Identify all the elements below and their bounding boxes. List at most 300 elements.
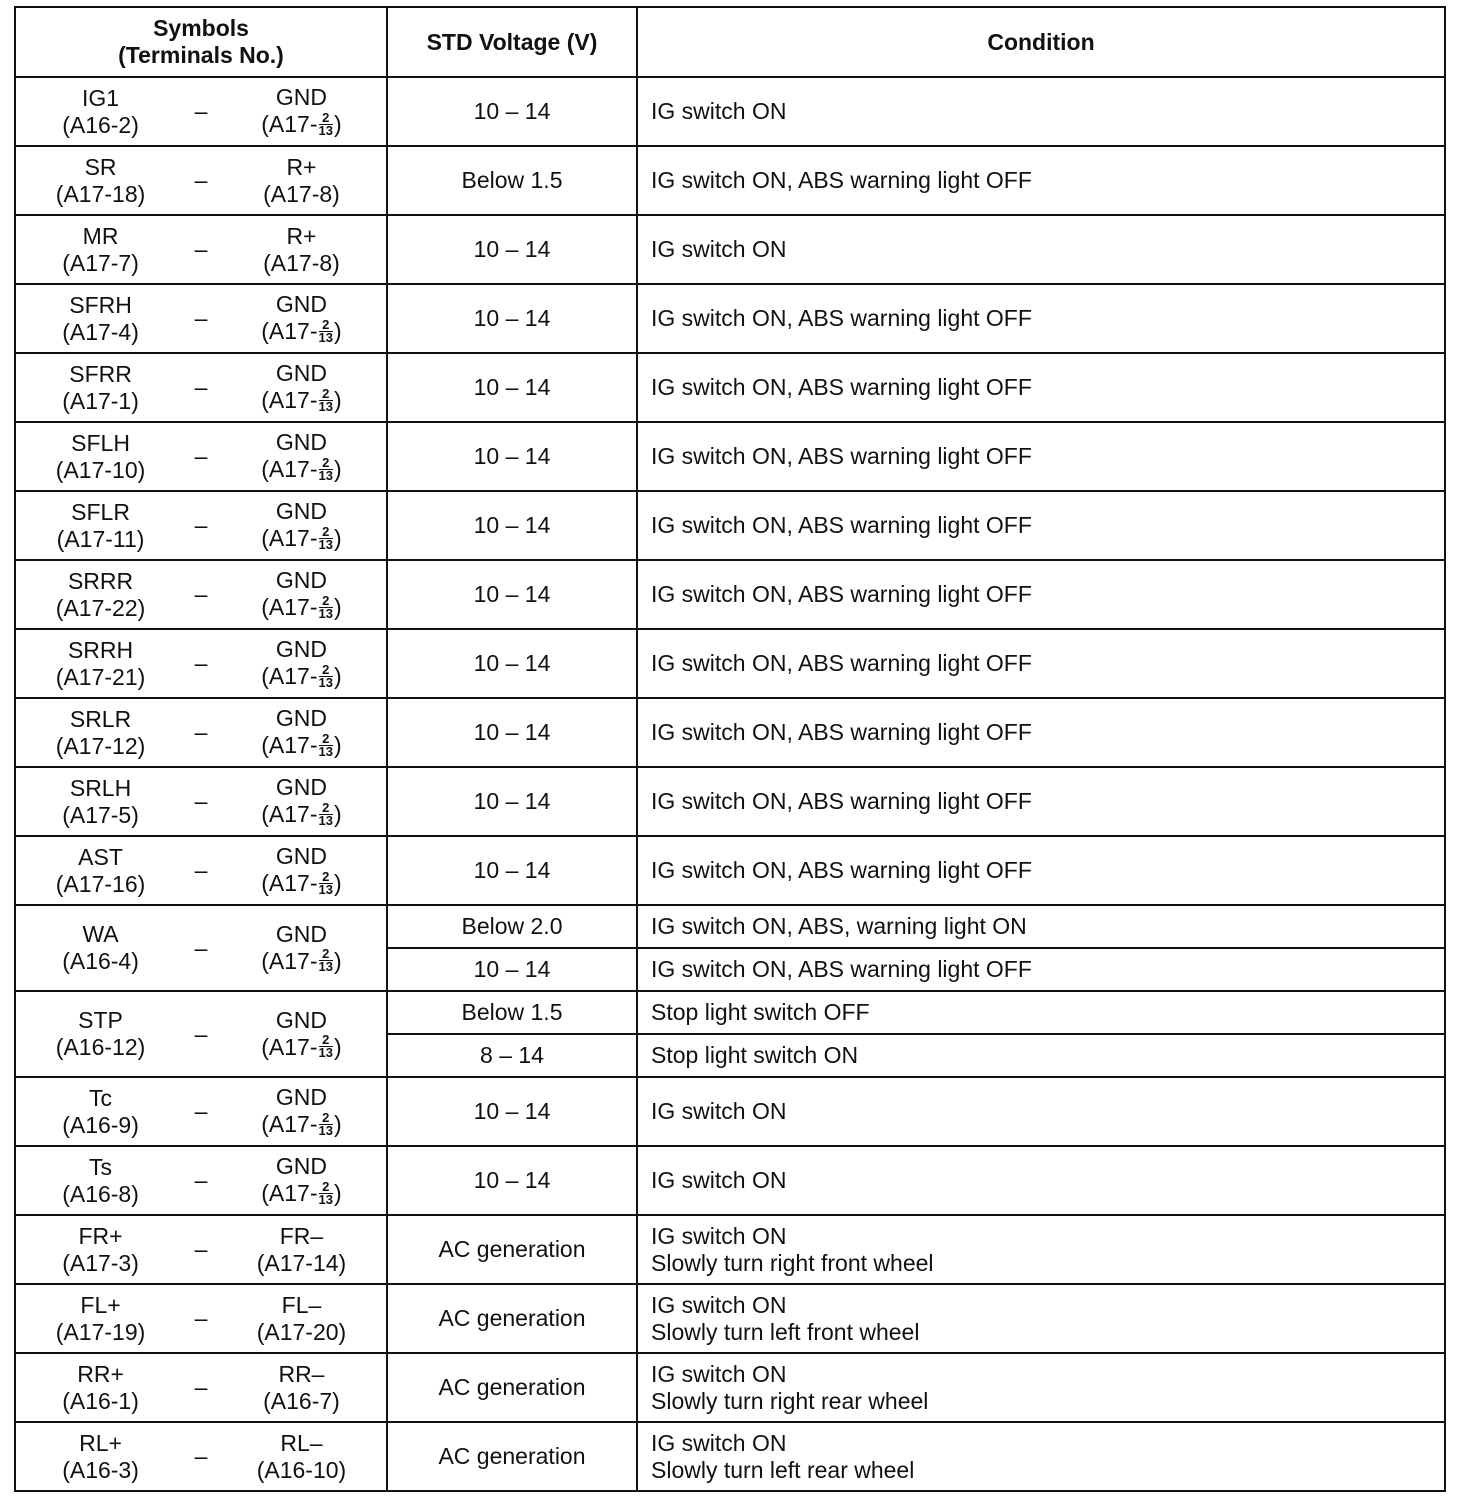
right-terminal bbox=[217, 1084, 386, 1138]
symbol-pair bbox=[16, 285, 386, 352]
symbols-cell bbox=[15, 422, 387, 491]
fraction-denominator: 13 bbox=[318, 959, 333, 975]
symbol-pair bbox=[16, 1147, 386, 1214]
terminal-suffix: ) bbox=[333, 111, 342, 138]
symbol-pair bbox=[16, 1423, 386, 1490]
condition-line-1: IG switch ON bbox=[651, 1222, 787, 1249]
symbol-pair bbox=[16, 78, 386, 145]
left-terminal-no: (A17-4) bbox=[62, 318, 139, 345]
left-terminal-no: (A17-3) bbox=[62, 1249, 139, 1276]
symbol-pair bbox=[16, 492, 386, 559]
dash-separator: – bbox=[194, 857, 208, 883]
left-terminal bbox=[16, 292, 185, 346]
right-terminal bbox=[217, 498, 386, 552]
dash-separator: – bbox=[194, 1098, 208, 1124]
dash-separator: – bbox=[194, 934, 208, 961]
voltage-cell: 10 – 14 bbox=[387, 422, 637, 491]
left-symbol: MR bbox=[82, 222, 119, 249]
symbols-cell bbox=[15, 629, 387, 698]
table-row bbox=[15, 629, 1445, 698]
voltage-cell: 10 – 14 bbox=[387, 284, 637, 353]
terminal-fraction bbox=[318, 592, 333, 621]
table bbox=[14, 6, 1446, 1492]
left-terminal-no: (A16-1) bbox=[62, 1387, 139, 1414]
terminal-prefix: (A17- bbox=[261, 801, 318, 828]
left-terminal-no: (A16-2) bbox=[62, 111, 139, 138]
symbol-pair bbox=[16, 837, 386, 904]
table-row bbox=[15, 1215, 1445, 1284]
symbol-pair bbox=[16, 423, 386, 490]
gnd-terminal-ref bbox=[217, 948, 386, 975]
condition-cell bbox=[637, 629, 1445, 698]
terminal-fraction bbox=[318, 454, 333, 483]
fraction-denominator: 13 bbox=[318, 398, 333, 414]
terminal-suffix: ) bbox=[333, 1180, 342, 1207]
left-symbol: AST bbox=[78, 843, 123, 870]
symbols-cell bbox=[15, 1422, 387, 1491]
terminal-prefix: (A17- bbox=[261, 525, 318, 552]
fraction-denominator: 13 bbox=[318, 812, 333, 828]
fraction-numerator: 2 bbox=[319, 802, 333, 815]
right-symbol: R+ bbox=[286, 153, 317, 180]
voltage-cell: 10 – 14 bbox=[387, 948, 637, 991]
left-symbol: SFRH bbox=[69, 291, 132, 318]
dash-separator: – bbox=[194, 305, 208, 331]
voltage-cell: AC generation bbox=[387, 1215, 637, 1284]
symbol-pair bbox=[16, 768, 386, 835]
fraction-denominator: 13 bbox=[318, 122, 333, 138]
terminal-fraction bbox=[318, 799, 333, 828]
voltage-cell: 10 – 14 bbox=[387, 215, 637, 284]
symbols-cell bbox=[15, 767, 387, 836]
left-terminal bbox=[16, 844, 185, 898]
condition-cell bbox=[637, 284, 1445, 353]
fraction-numerator: 2 bbox=[319, 112, 333, 125]
terminal-fraction bbox=[318, 868, 333, 897]
table-row bbox=[15, 698, 1445, 767]
dash-separator: – bbox=[194, 512, 208, 538]
terminal-suffix: ) bbox=[333, 1111, 342, 1138]
right-terminal-no: (A17-8) bbox=[263, 180, 340, 207]
header-symbols-line1: Symbols bbox=[153, 15, 249, 41]
left-symbol: WA bbox=[82, 921, 119, 947]
symbols-cell bbox=[15, 215, 387, 284]
voltage-cell: 10 – 14 bbox=[387, 698, 637, 767]
condition-line-1: IG switch ON bbox=[651, 1098, 787, 1124]
right-symbol: GND bbox=[275, 360, 328, 387]
right-terminal bbox=[217, 567, 386, 621]
terminal-suffix: ) bbox=[333, 387, 342, 414]
left-terminal bbox=[16, 1223, 185, 1277]
right-symbol: GND bbox=[275, 636, 328, 663]
left-symbol: SR bbox=[84, 153, 117, 180]
left-terminal bbox=[16, 430, 185, 484]
table-row bbox=[15, 146, 1445, 215]
condition-line-1: IG switch ON, ABS warning light OFF bbox=[651, 305, 1032, 331]
condition-cell: IG switch ON, ABS, warning light ON bbox=[637, 905, 1445, 948]
right-terminal bbox=[217, 774, 386, 828]
left-terminal bbox=[16, 85, 185, 139]
right-symbol: GND bbox=[275, 429, 328, 456]
voltage-cell: 10 – 14 bbox=[387, 836, 637, 905]
condition-line-2: Slowly turn left front wheel bbox=[651, 1318, 920, 1345]
condition-line-2: Slowly turn left rear wheel bbox=[651, 1456, 915, 1483]
right-terminal bbox=[217, 291, 386, 345]
symbol-pair bbox=[16, 1354, 386, 1421]
dash-separator: – bbox=[194, 650, 208, 676]
condition-line-1: IG switch ON bbox=[651, 1167, 787, 1193]
left-symbol: RR+ bbox=[77, 1360, 124, 1387]
voltage-cell: AC generation bbox=[387, 1353, 637, 1422]
dash-separator: – bbox=[194, 374, 208, 400]
terminal-suffix: ) bbox=[333, 870, 342, 897]
symbols-cell bbox=[15, 1146, 387, 1215]
table-row bbox=[15, 353, 1445, 422]
right-symbol: GND bbox=[275, 1084, 328, 1111]
gnd-terminal-ref bbox=[217, 318, 386, 345]
symbol-pair bbox=[16, 1216, 386, 1283]
gnd-terminal-ref bbox=[217, 870, 386, 897]
terminal-suffix: ) bbox=[333, 801, 342, 828]
gnd-terminal-ref bbox=[217, 801, 386, 828]
voltage-cell: AC generation bbox=[387, 1422, 637, 1491]
symbols-cell bbox=[15, 905, 387, 991]
table-row bbox=[15, 77, 1445, 146]
right-symbol: GND bbox=[275, 843, 328, 870]
terminal-fraction bbox=[318, 523, 333, 552]
gnd-terminal-ref bbox=[217, 732, 386, 759]
symbols-cell bbox=[15, 1215, 387, 1284]
left-terminal bbox=[16, 568, 185, 622]
dash-separator: – bbox=[194, 98, 208, 124]
left-symbol: FR+ bbox=[78, 1222, 123, 1249]
terminal-fraction bbox=[318, 1109, 333, 1138]
voltage-cell: Below 1.5 bbox=[387, 146, 637, 215]
terminal-prefix: (A17- bbox=[261, 947, 318, 974]
condition-line-1: IG switch ON, ABS warning light OFF bbox=[651, 650, 1032, 676]
condition-cell bbox=[637, 767, 1445, 836]
table-row bbox=[15, 215, 1445, 284]
dash-separator: – bbox=[194, 167, 208, 193]
table-row bbox=[15, 836, 1445, 905]
header-symbols bbox=[15, 7, 387, 77]
voltage-cell: 10 – 14 bbox=[387, 560, 637, 629]
left-terminal-no: (A17-16) bbox=[55, 870, 146, 897]
condition-cell bbox=[637, 77, 1445, 146]
right-symbol: GND bbox=[275, 567, 328, 594]
symbol-pair bbox=[16, 699, 386, 766]
fraction-numerator: 2 bbox=[319, 457, 333, 470]
left-terminal-no: (A16-9) bbox=[62, 1111, 139, 1138]
left-terminal-no: (A17-1) bbox=[62, 387, 139, 414]
condition-cell bbox=[637, 1353, 1445, 1422]
fraction-denominator: 13 bbox=[318, 674, 333, 690]
symbols-cell bbox=[15, 284, 387, 353]
right-symbol: GND bbox=[275, 291, 328, 318]
right-terminal bbox=[217, 154, 386, 208]
symbols-cell bbox=[15, 991, 387, 1077]
right-terminal bbox=[217, 705, 386, 759]
right-terminal-no: (A17-14) bbox=[256, 1249, 347, 1276]
terminal-suffix: ) bbox=[333, 525, 342, 552]
right-terminal bbox=[217, 843, 386, 897]
right-terminal-no: (A16-10) bbox=[256, 1456, 347, 1483]
fraction-denominator: 13 bbox=[318, 467, 333, 483]
condition-cell bbox=[637, 1422, 1445, 1491]
condition-line-1: IG switch ON bbox=[651, 1429, 787, 1456]
voltage-cell: AC generation bbox=[387, 1284, 637, 1353]
condition-line-1: IG switch ON, ABS warning light OFF bbox=[651, 443, 1032, 469]
terminal-prefix: (A17- bbox=[261, 663, 318, 690]
right-terminal bbox=[217, 636, 386, 690]
dash-separator: – bbox=[194, 1374, 208, 1400]
table-row bbox=[15, 991, 1445, 1034]
symbols-cell bbox=[15, 698, 387, 767]
right-symbol: GND bbox=[275, 1006, 328, 1033]
gnd-terminal-ref bbox=[217, 1180, 386, 1207]
symbols-cell bbox=[15, 491, 387, 560]
terminal-prefix: (A17- bbox=[261, 318, 318, 345]
right-terminal bbox=[217, 360, 386, 414]
voltage-cell: 10 – 14 bbox=[387, 629, 637, 698]
left-terminal bbox=[16, 1430, 185, 1484]
fraction-denominator: 13 bbox=[318, 881, 333, 897]
symbols-cell bbox=[15, 146, 387, 215]
terminal-suffix: ) bbox=[333, 318, 342, 345]
fraction-denominator: 13 bbox=[318, 1122, 333, 1138]
dash-separator: – bbox=[194, 236, 208, 262]
symbols-cell bbox=[15, 1353, 387, 1422]
terminal-fraction bbox=[318, 109, 333, 138]
condition-line-1: IG switch ON bbox=[651, 98, 787, 124]
fraction-denominator: 13 bbox=[318, 329, 333, 345]
terminal-voltage-table bbox=[14, 6, 1444, 1492]
right-symbol: RR– bbox=[278, 1360, 325, 1387]
right-symbol: GND bbox=[275, 84, 328, 111]
condition-cell bbox=[637, 560, 1445, 629]
table-row bbox=[15, 284, 1445, 353]
fraction-numerator: 2 bbox=[319, 526, 333, 539]
condition-line-1: IG switch ON, ABS warning light OFF bbox=[651, 512, 1032, 538]
terminal-fraction bbox=[318, 316, 333, 345]
symbols-cell bbox=[15, 560, 387, 629]
right-terminal bbox=[217, 1153, 386, 1207]
right-terminal bbox=[217, 1007, 386, 1061]
left-terminal-no: (A17-12) bbox=[55, 732, 146, 759]
symbols-cell bbox=[15, 77, 387, 146]
terminal-suffix: ) bbox=[333, 732, 342, 759]
condition-line-1: IG switch ON, ABS warning light OFF bbox=[651, 167, 1032, 193]
voltage-cell: Below 2.0 bbox=[387, 905, 637, 948]
symbol-pair bbox=[16, 354, 386, 421]
terminal-prefix: (A17- bbox=[261, 1180, 318, 1207]
right-symbol: GND bbox=[275, 920, 328, 947]
condition-line-1: IG switch ON bbox=[651, 1291, 787, 1318]
gnd-terminal-ref bbox=[217, 111, 386, 138]
dash-separator: – bbox=[194, 1236, 208, 1262]
dash-separator: – bbox=[194, 443, 208, 469]
condition-cell bbox=[637, 1077, 1445, 1146]
fraction-numerator: 2 bbox=[319, 1034, 333, 1047]
left-terminal bbox=[16, 1292, 185, 1346]
condition-line-1: IG switch ON, ABS warning light OFF bbox=[651, 374, 1032, 400]
condition-cell bbox=[637, 836, 1445, 905]
symbols-cell bbox=[15, 1284, 387, 1353]
voltage-cell: 10 – 14 bbox=[387, 1077, 637, 1146]
fraction-numerator: 2 bbox=[319, 871, 333, 884]
voltage-cell: 8 – 14 bbox=[387, 1034, 637, 1077]
left-terminal-no: (A17-11) bbox=[56, 525, 145, 552]
header-row bbox=[15, 7, 1445, 77]
dash-separator: – bbox=[194, 1167, 208, 1193]
table-row bbox=[15, 767, 1445, 836]
terminal-prefix: (A17- bbox=[261, 387, 318, 414]
left-terminal bbox=[16, 775, 185, 829]
fraction-numerator: 2 bbox=[319, 1181, 333, 1194]
right-terminal bbox=[217, 921, 386, 975]
right-terminal-no: (A16-7) bbox=[263, 1387, 340, 1414]
left-symbol: Ts bbox=[89, 1153, 113, 1180]
table-row bbox=[15, 905, 1445, 948]
terminal-fraction bbox=[319, 948, 333, 973]
header-symbols-line2: (Terminals No.) bbox=[118, 42, 284, 68]
terminal-fraction bbox=[318, 1178, 333, 1207]
left-symbol: FL+ bbox=[80, 1291, 121, 1318]
condition-cell bbox=[637, 1284, 1445, 1353]
table-row bbox=[15, 1146, 1445, 1215]
condition-cell bbox=[637, 146, 1445, 215]
condition-line-1: IG switch ON, ABS warning light OFF bbox=[651, 719, 1032, 745]
table-body bbox=[15, 77, 1445, 1491]
terminal-suffix: ) bbox=[333, 663, 342, 690]
left-terminal-no: (A17-7) bbox=[62, 249, 139, 276]
right-symbol: GND bbox=[275, 498, 328, 525]
left-symbol: SRLH bbox=[69, 774, 132, 801]
condition-line-1: IG switch ON, ABS warning light OFF bbox=[651, 788, 1032, 814]
right-terminal bbox=[217, 1223, 386, 1277]
left-terminal bbox=[16, 1007, 185, 1061]
left-terminal bbox=[16, 361, 185, 415]
table-row bbox=[15, 1353, 1445, 1422]
condition-cell: IG switch ON, ABS warning light OFF bbox=[637, 948, 1445, 991]
condition-line-2: Slowly turn right front wheel bbox=[651, 1249, 934, 1276]
left-symbol: SFRR bbox=[69, 360, 132, 387]
fraction-numerator: 2 bbox=[319, 595, 333, 608]
left-terminal bbox=[16, 637, 185, 691]
fraction-denominator: 13 bbox=[318, 605, 333, 621]
left-terminal bbox=[16, 499, 185, 553]
right-symbol: FR– bbox=[279, 1222, 324, 1249]
gnd-terminal-ref bbox=[217, 1034, 386, 1061]
left-symbol: SRRR bbox=[67, 567, 134, 594]
left-terminal-no: (A16-12) bbox=[55, 1034, 146, 1060]
left-symbol: SRLR bbox=[69, 705, 132, 732]
right-terminal bbox=[217, 429, 386, 483]
symbol-pair bbox=[16, 1078, 386, 1145]
left-terminal-no: (A16-4) bbox=[62, 948, 139, 974]
gnd-terminal-ref bbox=[217, 663, 386, 690]
fraction-denominator: 13 bbox=[318, 1045, 333, 1061]
symbols-cell bbox=[15, 836, 387, 905]
left-symbol: SFLR bbox=[71, 498, 130, 525]
left-terminal-no: (A17-5) bbox=[62, 801, 139, 828]
symbol-pair bbox=[16, 992, 386, 1076]
header-condition: Condition bbox=[637, 7, 1445, 77]
gnd-terminal-ref bbox=[217, 525, 386, 552]
condition-line-1: IG switch ON bbox=[651, 236, 787, 262]
symbol-pair bbox=[16, 561, 386, 628]
condition-cell bbox=[637, 698, 1445, 767]
table-row bbox=[15, 422, 1445, 491]
dash-separator: – bbox=[194, 1020, 208, 1047]
header-voltage: STD Voltage (V) bbox=[387, 7, 637, 77]
terminal-prefix: (A17- bbox=[261, 111, 318, 138]
symbol-pair bbox=[16, 630, 386, 697]
left-terminal bbox=[16, 706, 185, 760]
left-terminal bbox=[16, 1085, 185, 1139]
left-symbol: RL+ bbox=[79, 1429, 122, 1456]
terminal-suffix: ) bbox=[333, 1033, 342, 1060]
condition-cell: Stop light switch ON bbox=[637, 1034, 1445, 1077]
symbol-pair bbox=[16, 147, 386, 214]
terminal-suffix: ) bbox=[333, 947, 342, 974]
terminal-suffix: ) bbox=[333, 456, 342, 483]
fraction-numerator: 2 bbox=[319, 388, 333, 401]
condition-cell bbox=[637, 1215, 1445, 1284]
dash-separator: – bbox=[194, 581, 208, 607]
fraction-numerator: 2 bbox=[319, 664, 333, 677]
left-terminal-no: (A17-22) bbox=[55, 594, 146, 621]
left-symbol: IG1 bbox=[82, 84, 120, 111]
right-terminal bbox=[217, 223, 386, 277]
left-terminal bbox=[16, 223, 185, 277]
gnd-terminal-ref bbox=[217, 456, 386, 483]
table-row bbox=[15, 491, 1445, 560]
gnd-terminal-ref bbox=[217, 387, 386, 414]
gnd-terminal-ref bbox=[217, 594, 386, 621]
terminal-prefix: (A17- bbox=[261, 1033, 318, 1060]
right-symbol: GND bbox=[275, 1153, 328, 1180]
symbols-cell bbox=[15, 1077, 387, 1146]
symbol-pair bbox=[16, 1285, 386, 1352]
fraction-denominator: 13 bbox=[318, 536, 333, 552]
fraction-numerator: 2 bbox=[319, 948, 333, 961]
right-terminal bbox=[217, 1292, 386, 1346]
terminal-prefix: (A17- bbox=[261, 456, 318, 483]
left-symbol: STP bbox=[78, 1007, 123, 1033]
left-symbol: SRRH bbox=[67, 636, 134, 663]
table-row bbox=[15, 1422, 1445, 1491]
right-symbol: RL– bbox=[280, 1429, 323, 1456]
terminal-suffix: ) bbox=[333, 594, 342, 621]
terminal-fraction bbox=[318, 385, 333, 414]
condition-cell bbox=[637, 1146, 1445, 1215]
fraction-denominator: 13 bbox=[318, 743, 333, 759]
condition-cell: Stop light switch OFF bbox=[637, 991, 1445, 1034]
right-symbol: GND bbox=[275, 774, 328, 801]
symbols-cell bbox=[15, 353, 387, 422]
left-terminal-no: (A16-3) bbox=[62, 1456, 139, 1483]
left-terminal bbox=[16, 154, 185, 208]
voltage-cell: Below 1.5 bbox=[387, 991, 637, 1034]
condition-line-1: IG switch ON, ABS warning light OFF bbox=[651, 581, 1032, 607]
table-row bbox=[15, 1284, 1445, 1353]
condition-cell bbox=[637, 491, 1445, 560]
condition-cell bbox=[637, 353, 1445, 422]
voltage-cell: 10 – 14 bbox=[387, 77, 637, 146]
terminal-prefix: (A17- bbox=[261, 870, 318, 897]
symbol-pair bbox=[16, 216, 386, 283]
